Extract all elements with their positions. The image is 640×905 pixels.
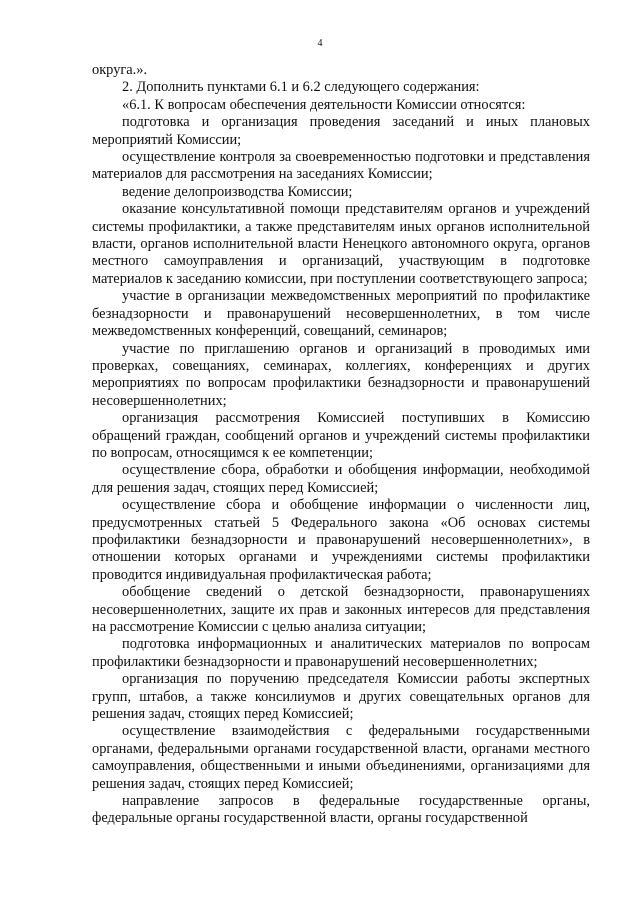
paragraph-item: оказание консультативной помощи представителям органов и учреждений системы профилактики, а также представителям иных органов исполнительной власти, органов исполнительной власти Ненецкого автономного округа, органов местного самоуправления и организаций, участвующим в подготовке материалов к заседанию комиссии, при поступлении соответствующего запроса; xyxy=(92,201,590,287)
paragraph-item: обобщение сведений о детской безнадзорности, правонарушениях несовершеннолетних, защите их прав и законных интересов для представления на рассмотрение Комиссии с целью анализа ситуации; xyxy=(92,584,590,635)
paragraph-item: направление запросов в федеральные государственные органы, федеральные органы государственной власти, органы государственной xyxy=(92,793,590,827)
paragraph-item: подготовка информационных и аналитических материалов по вопросам профилактики безнадзорности и правонарушений несовершеннолетних; xyxy=(92,636,590,670)
paragraph-item: участие в организации межведомственных мероприятий по профилактике безнадзорности и правонарушений несовершеннолетних, в том числе межведомственных конференций, совещаний, семинаров; xyxy=(92,288,590,340)
paragraph-item: ведение делопроизводства Комиссии; xyxy=(122,183,353,200)
paragraph-continuation: округа.». xyxy=(92,62,148,78)
page-number: 4 xyxy=(317,38,323,49)
paragraph-item: осуществление сбора, обработки и обобщения информации, необходимой для решения задач, стоящих перед Комиссией; xyxy=(92,462,590,496)
paragraph-amendment-intro: 2. Дополнить пунктами 6.1 и 6.2 следующего содержания: xyxy=(122,79,480,96)
paragraph-clause-heading: «6.1. К вопросам обеспечения деятельности Комиссии относятся: xyxy=(122,96,526,113)
paragraph-item: организация по поручению председателя Комиссии работы экспертных групп, штабов, а также консилиумов и других совещательных органов для решения задач, стоящих перед Комиссией; xyxy=(92,671,590,723)
paragraph-item: участие по приглашению органов и организаций в проводимых ими проверках, совещаниях, семинарах, коллегиях, конференциях и других мероприятиях по вопросам профилактики безнадзорности и правонарушений несовершеннолетних; xyxy=(92,340,590,409)
paragraph-item: организация рассмотрения Комиссией поступивших в Комиссию обращений граждан, сообщений органов и учреждений системы профилактики по вопросам, относящимся к ее компетенции; xyxy=(92,410,590,461)
paragraph-item: осуществление сбора и обобщение информации о численности лиц, предусмотренных статьей 5 Федерального закона «Об основах системы профилактики безнадзорности и правонарушений несовершеннолетних», в отношении которых органами и учреждениями системы профилактики проводится индивидуальная профилактическая работа; xyxy=(92,497,590,583)
paragraph-item: осуществление взаимодействия с федеральными государственными органами, федеральными органами государственной власти, органами местного самоуправления, общественными и иными объединениями, организациями для решения задач, стоящих перед Комиссией; xyxy=(92,723,590,792)
paragraph-item: подготовка и организация проведения заседаний и иных плановых мероприятий Комиссии; xyxy=(92,114,590,148)
document-body xyxy=(92,62,590,828)
paragraph-item: осуществление контроля за своевременностью подготовки и представления материалов для рассмотрения на заседаниях Комиссии; xyxy=(92,149,590,183)
